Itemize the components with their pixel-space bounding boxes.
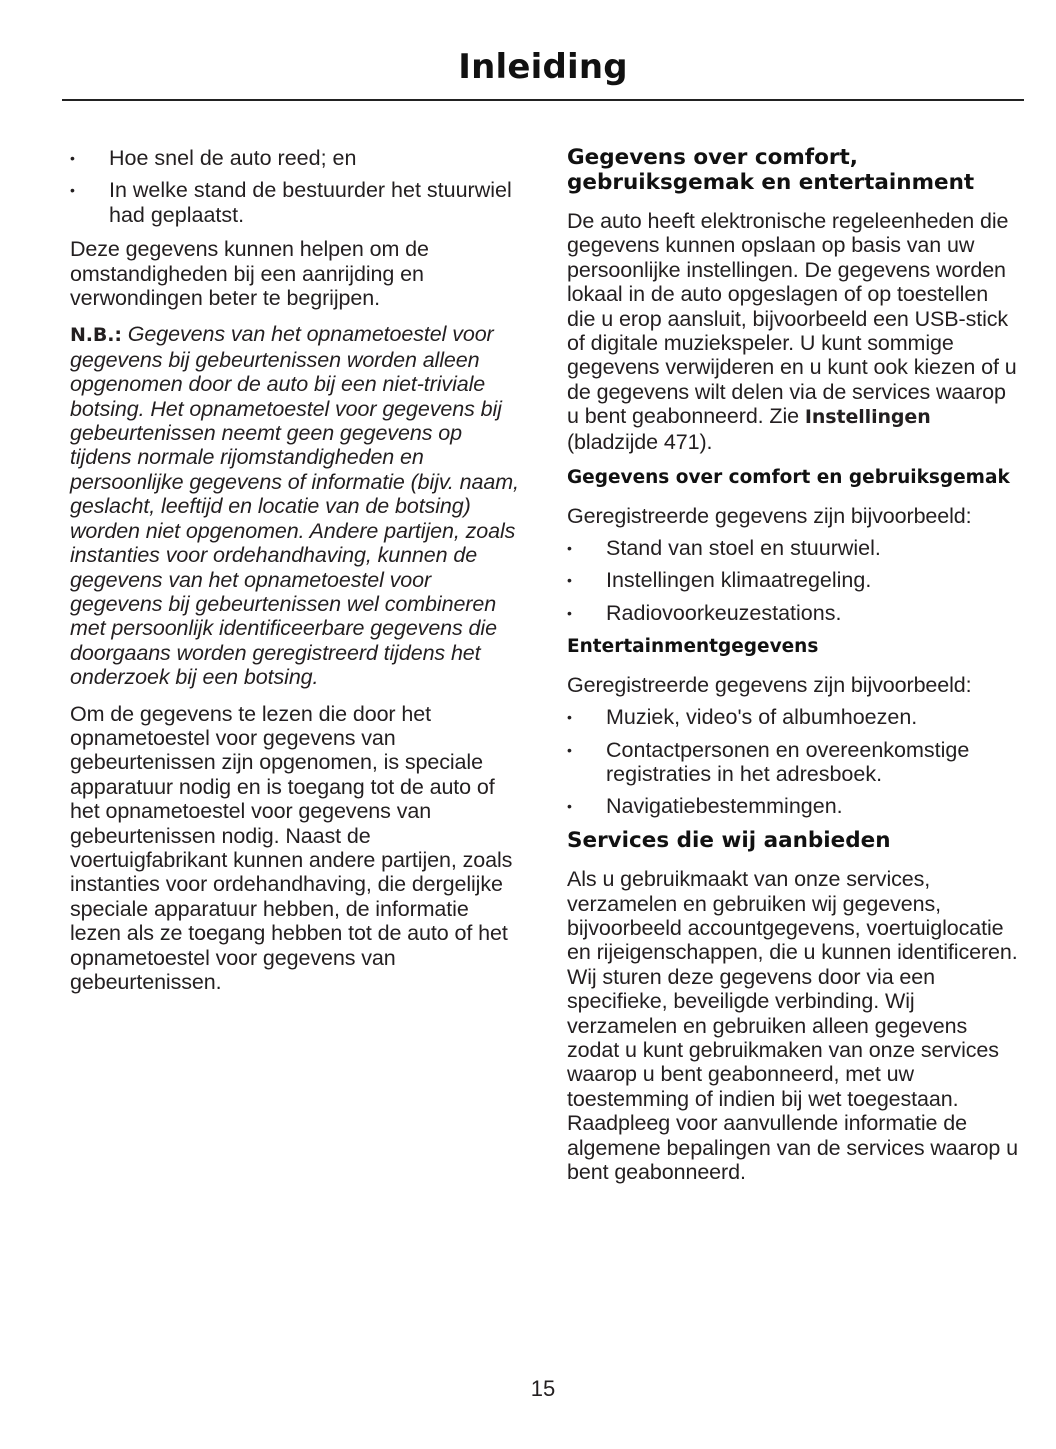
note-paragraph bbox=[70, 322, 525, 689]
bullet-dot-icon: • bbox=[567, 539, 572, 556]
subheading-comfort: Gegevens over comfort en gebruiksgemak bbox=[567, 467, 1010, 489]
list-item: • Radiovoorkeuzestations. bbox=[567, 600, 842, 625]
list-item: • Hoe snel de auto reed; en bbox=[70, 146, 357, 170]
paragraph-comfort-intro: Geregistreerde gegevens zijn bijvoorbeeld: bbox=[567, 503, 972, 528]
list-item: • Stand van stoel en stuurwiel. bbox=[567, 535, 881, 560]
cross-reference-link[interactable]: Instellingen bbox=[804, 406, 931, 429]
note-label: N.B.: bbox=[70, 324, 122, 347]
list-item: • Contactpersonen en overeenkomstige registraties in het adresboek. bbox=[567, 737, 970, 786]
list-item: • Navigatiebestemmingen. bbox=[567, 794, 843, 819]
list-item: • Muziek, video's of albumhoezen. bbox=[567, 705, 918, 730]
bullet-dot-icon: • bbox=[567, 604, 572, 621]
bullet-dot-icon: • bbox=[567, 798, 572, 815]
paragraph-services: Als u gebruikmaakt van onze services, verzamelen en gebruiken wij gegevens, bijvoorbeeld accountgegevens, voertuiglocatie en rijeigenschappen, die u kunnen identificeren. Wij sturen deze gegevens door via een specifieke, beveiligde verbinding. Wij verzamelen en gebruiken alleen gegevens zodat u kunt gebruikmaken van onze services waarop u bent geabonneerd, met uw toestemming of indien bij wet toegestaan. Raadpleeg voor aanvullende informatie de algemene bepalingen van de services waarop u bent geabonneerd. bbox=[567, 867, 1018, 1185]
list-item: • In welke stand de bestuurder het stuurwiel had geplaatst. bbox=[70, 178, 512, 227]
paragraph-comfort-entertainment: De auto heeft elektronische regeleenheden die gegevens kunnen opslaan op basis van uw persoonlijke instellingen. De gegevens worden lokaal in de auto opgeslagen of op toestellen die u erop aansluit, bijvoorbeeld een USB-stick of digitale muziekspeler. U kunt sommige gegevens verwijderen en u kunt ook kiezen of u de gegevens wilt delen via de services waarop u bent geabonneerd. Zie Instellingen (bladzijde 471). bbox=[567, 209, 1017, 454]
bullet-list-entertainment bbox=[567, 705, 1022, 819]
bullet-list-top bbox=[70, 146, 525, 227]
bullet-dot-icon: • bbox=[567, 709, 572, 726]
section-heading-comfort-entertainment: Gegevens over comfort, gebruiksgemak en entertainment bbox=[567, 145, 975, 195]
subheading-entertainment: Entertainmentgegevens bbox=[567, 636, 819, 658]
bullet-dot-icon: • bbox=[70, 150, 75, 166]
title-divider bbox=[62, 99, 1024, 101]
page-title: Inleiding bbox=[458, 47, 628, 87]
right-column bbox=[567, 146, 1022, 1197]
bullet-list-comfort bbox=[567, 536, 1022, 625]
paragraph-entertainment-intro: Geregistreerde gegevens zijn bijvoorbeeld: bbox=[567, 672, 972, 697]
bullet-dot-icon: • bbox=[70, 182, 75, 199]
paragraph-intro: Deze gegevens kunnen helpen om de omstandigheden bij een aanrijding en verwondingen beter te begrijpen. bbox=[70, 237, 429, 311]
list-item: • Instellingen klimaatregeling. bbox=[567, 568, 872, 593]
left-column bbox=[70, 146, 525, 1006]
bullet-dot-icon: • bbox=[567, 572, 572, 589]
paragraph-access: Om de gegevens te lezen die door het opnametoestel voor gegevens van gebeurtenissen zijn opgenomen, is speciale apparatuur nodig en is toegang tot de auto of het opnametoestel voor gegevens van gebeurtenissen nodig. Naast de voertuigfabrikant kunnen andere partijen, zoals instanties voor ordehandhaving, die dergelijke speciale apparatuur hebben, de informatie lezen als ze toegang hebben tot de auto of het opnametoestel voor gegevens van gebeurtenissen. bbox=[70, 701, 513, 994]
note-text: Gegevens van het opnametoestel voor gegevens bij gebeurtenissen worden alleen opgenomen door de auto bij een niet-triviale botsing. Het opnametoestel voor gegevens bij gebeurtenissen neemt geen gegevens op tijdens normale rijomstandigheden en persoonlijke gegevens of informatie (bijv. naam, geslacht, leeftijd en locatie van de botsing) worden niet opgenomen. Andere partijen, zoals instanties voor ordehandhaving, kunnen de gegevens van het opnametoestel voor gegevens bij gebeurtenissen wel combineren met persoonlijk identificeerbare gegevens die doorgaans worden geregistreerd tijdens het onderzoek bij een botsing. bbox=[70, 322, 519, 690]
section-heading-services: Services die wij aanbieden bbox=[567, 827, 891, 853]
bullet-dot-icon: • bbox=[567, 741, 572, 758]
page-number: 15 bbox=[530, 1376, 556, 1401]
